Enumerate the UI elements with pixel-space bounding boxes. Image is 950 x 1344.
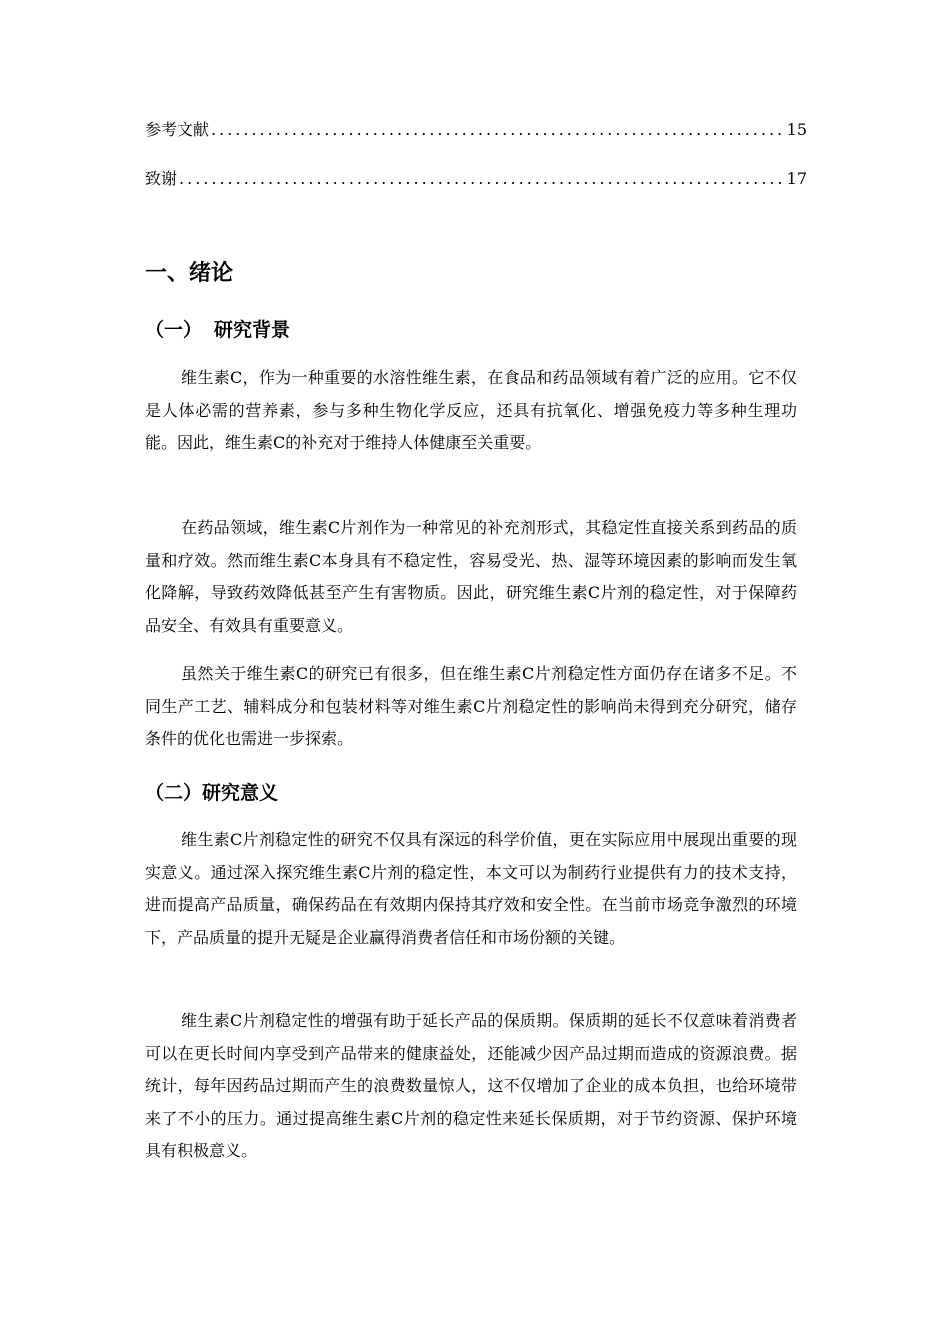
paragraph: 维生素C片剂稳定性的增强有助于延长产品的保质期。保质期的延长不仅意味着消费者可以在更长时间内享受到产品带来的健康益处，还能减少因产品过期而造成的资源浪费。据统计，每年因药品过期而产生的浪费数量惊人，这不仅增加了企业的成本负担，也给环境带来了不小的压力。通过提高维生素C片剂的稳定性来延长保质期，对于节约资源、保护环境具有积极意义。 [145, 1011, 797, 1160]
section-title: 研究背景 [214, 319, 291, 341]
paragraph: 在药品领域，维生素C片剂作为一种常见的补充剂形式，其稳定性直接关系到药品的质量和疗效。然而维生素C本身具有不稳定性，容易受光、热、湿等环境因素的影响而发生氧化降解，导致药效降低甚至产生有害物质。因此，研究维生素C片剂的稳定性，对于保障药品安全、有效具有重要意义。 [145, 518, 797, 635]
paragraph: 维生素C片剂稳定性的研究不仅具有深远的科学价值，更在实际应用中展现出重要的现实意义。通过深入探究维生素C片剂的稳定性，本文可以为制药行业提供有力的技术支持，进而提高产品质量，确保药品在有效期内保持其疗效和安全性。在当前市场竞争激烈的环境下，产品质量的提升无疑是企业赢得消费者信任和市场份额的关键。 [145, 830, 797, 947]
toc-leader-dots [179, 166, 784, 192]
chapter-heading: 一、绪论 [145, 261, 234, 286]
toc-leader-dots [211, 117, 784, 143]
toc-entry-page: 17 [786, 169, 807, 188]
section-heading-background [145, 316, 290, 344]
toc-entry-acknowledgements[interactable] [145, 166, 807, 192]
section-number: （一） [145, 319, 203, 341]
toc-entry-references[interactable] [145, 117, 807, 143]
paragraph: 维生素C，作为一种重要的水溶性维生素，在食品和药品领域有着广泛的应用。它不仅是人体必需的营养素，参与多种生物化学反应，还具有抗氧化、增强免疫力等多种生理功能。因此，维生素C的补充对于维持人体健康至关重要。 [145, 368, 797, 452]
toc-entry-title: 致谢 [145, 169, 178, 188]
paragraph: 虽然关于维生素C的研究已有很多，但在维生素C片剂稳定性方面仍存在诸多不足。不同生产工艺、辅料成分和包装材料等对维生素C片剂稳定性的影响尚未得到充分研究，储存条件的优化也需进一步探索。 [145, 664, 797, 748]
toc-entry-page: 15 [786, 120, 807, 139]
toc-entry-title: 参考文献 [145, 120, 210, 139]
section-heading-significance: （二）研究意义 [145, 782, 279, 804]
